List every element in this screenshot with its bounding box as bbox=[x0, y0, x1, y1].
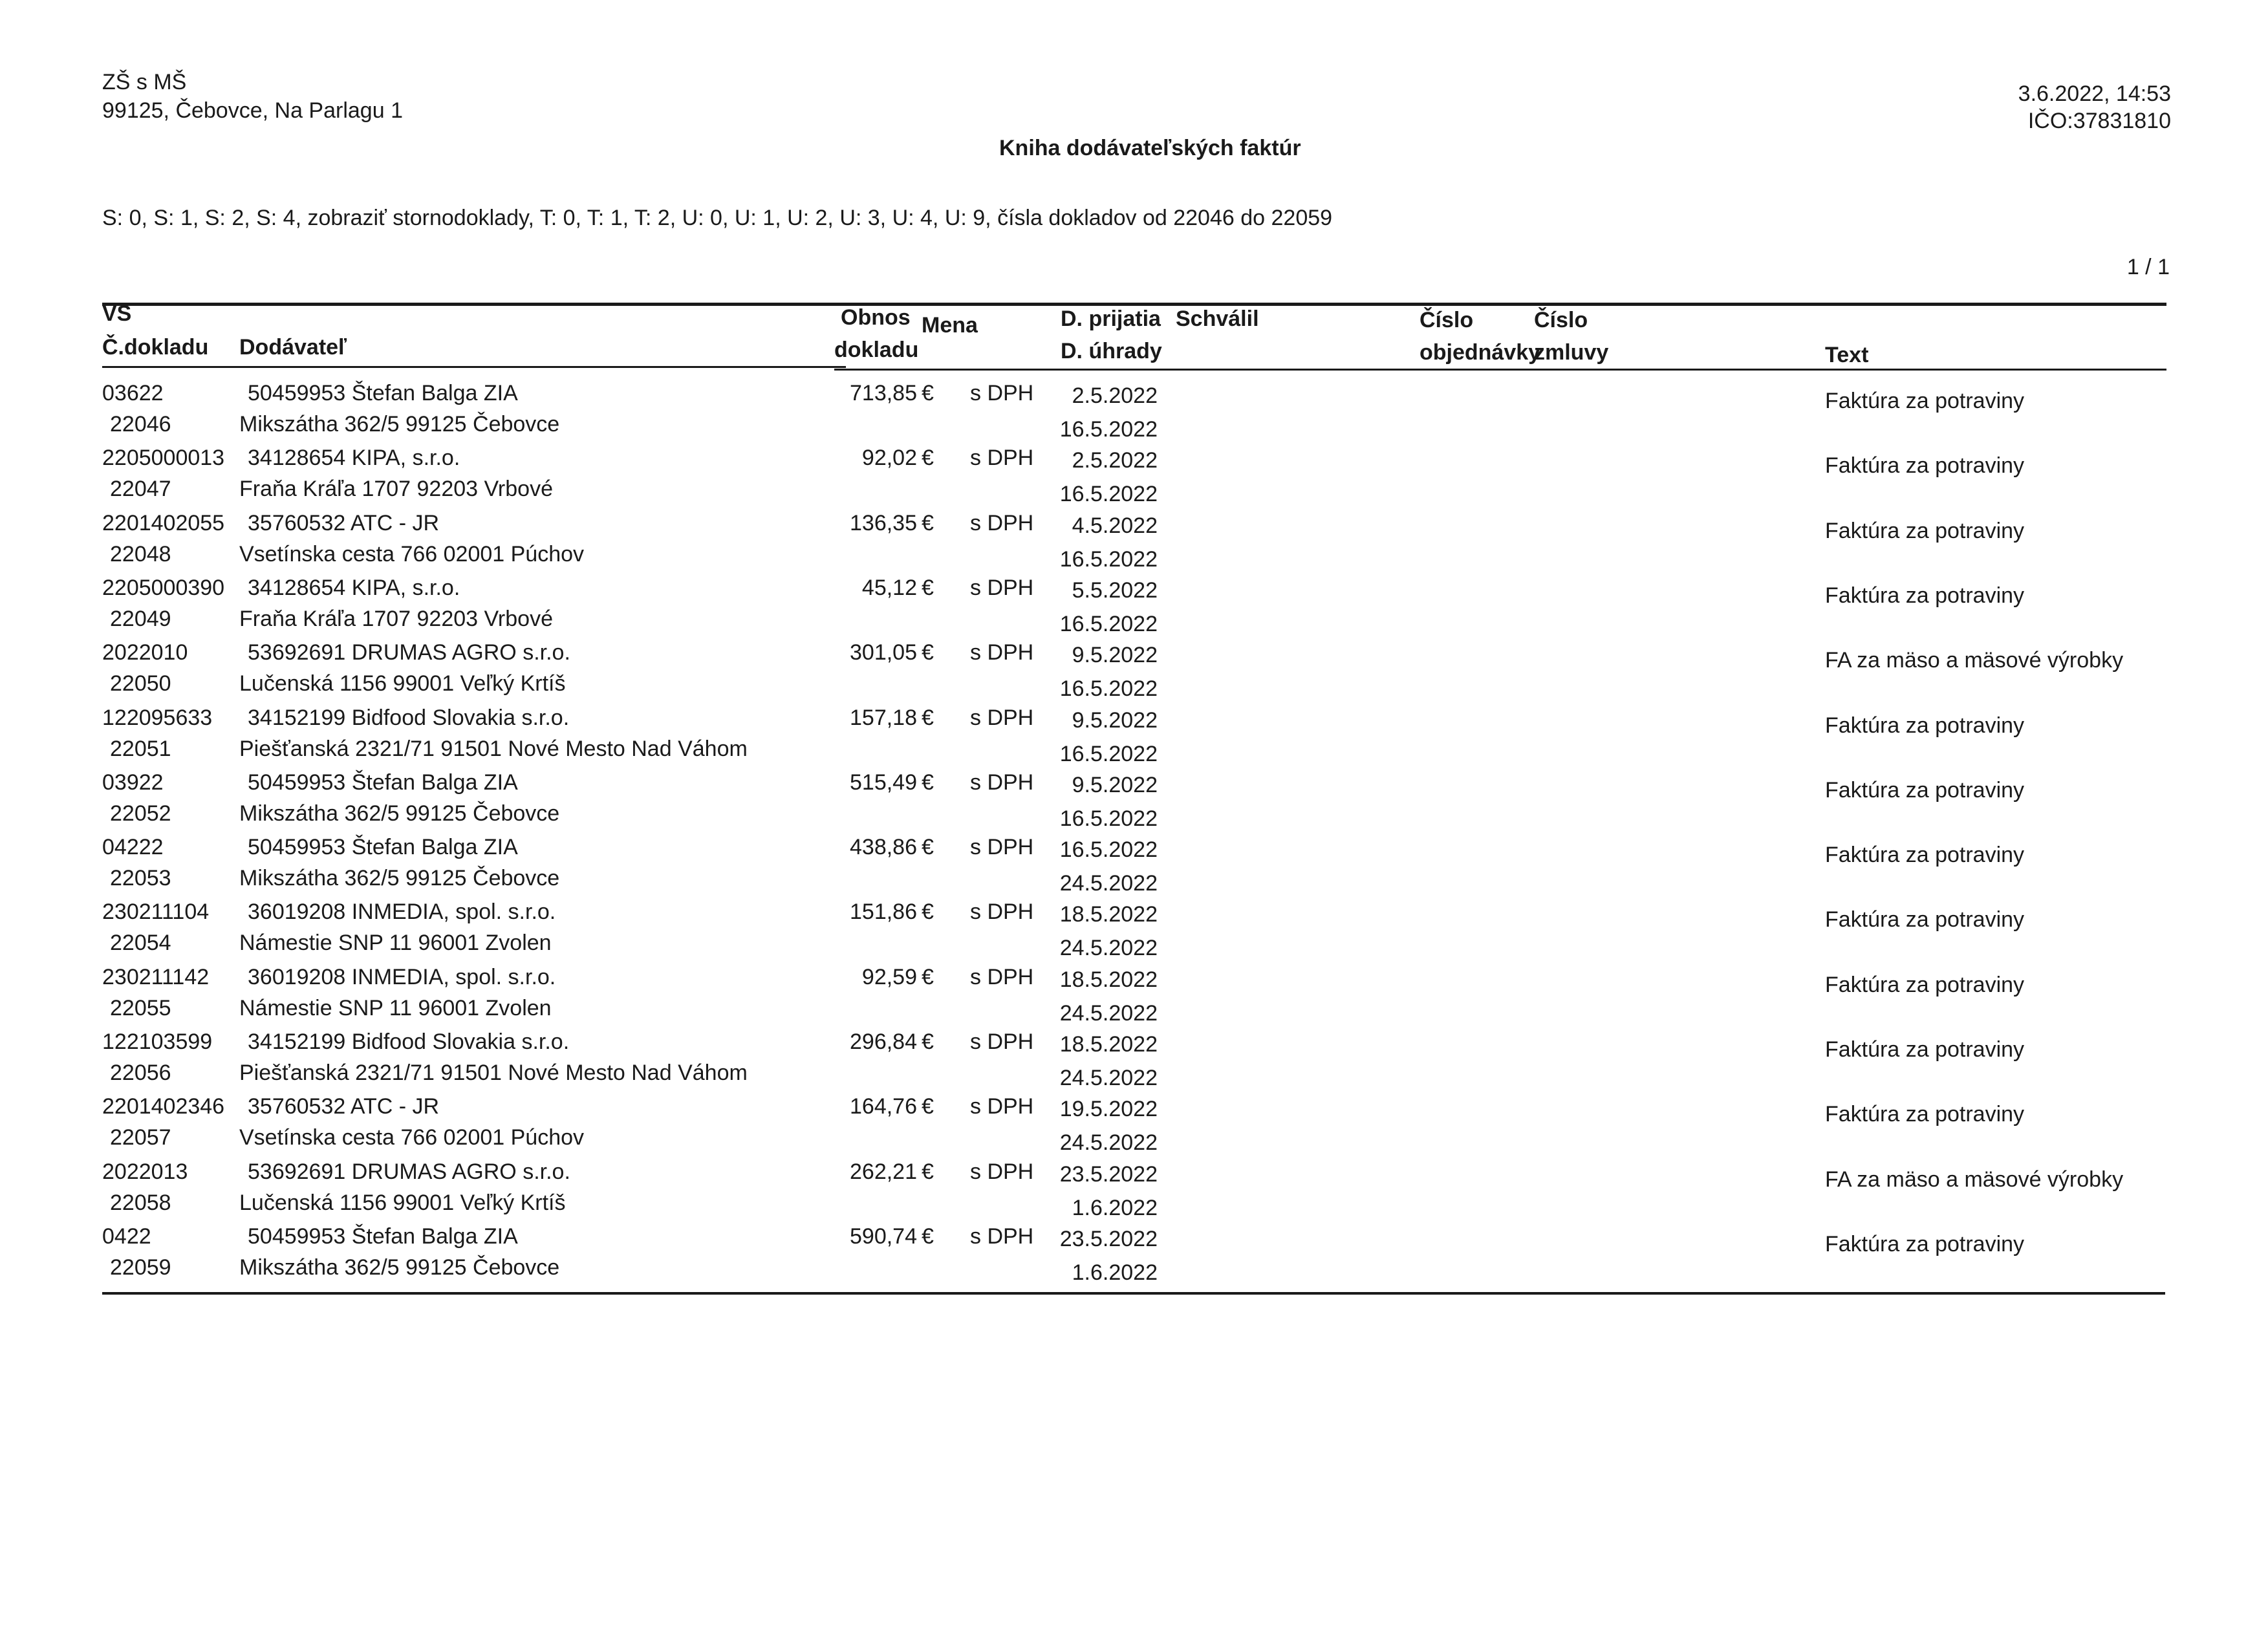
row-vs: 2201402346 bbox=[102, 1094, 225, 1119]
row-document-number: 22058 bbox=[110, 1190, 171, 1215]
row-amount: 92,02 bbox=[861, 446, 917, 471]
row-amount: 296,84 bbox=[850, 1029, 917, 1054]
row-amount: 438,86 bbox=[850, 835, 917, 860]
col-mena: Mena bbox=[922, 313, 978, 338]
row-vat: s DPH bbox=[970, 900, 1034, 925]
col-schvalil: Schválil bbox=[1176, 307, 1259, 331]
row-vs: 2205000390 bbox=[102, 575, 225, 600]
row-date-received: 5.5.2022 bbox=[1072, 577, 1158, 603]
row-currency: € bbox=[922, 964, 934, 989]
row-supplier: 34128654 KIPA, s.r.o. bbox=[248, 446, 460, 471]
row-vat: s DPH bbox=[970, 575, 1034, 600]
row-supplier: 50459953 Štefan Balga ZIA bbox=[248, 1223, 518, 1249]
row-vs: 230211142 bbox=[102, 964, 210, 989]
row-currency: € bbox=[922, 1159, 934, 1184]
table-top-rule bbox=[102, 303, 2166, 306]
row-document-number: 22050 bbox=[110, 671, 171, 696]
row-amount: 262,21 bbox=[850, 1159, 917, 1184]
row-amount: 164,76 bbox=[850, 1094, 917, 1119]
col-cislo-objednavky-line2: objednávky bbox=[1420, 340, 1541, 365]
table-row bbox=[0, 1094, 2268, 1158]
row-vs: 2205000013 bbox=[102, 446, 225, 471]
table-row bbox=[0, 964, 2268, 1029]
table-row bbox=[0, 445, 2268, 510]
row-supplier: 34128654 KIPA, s.r.o. bbox=[248, 575, 460, 600]
row-supplier: 36019208 INMEDIA, spol. s.r.o. bbox=[248, 964, 556, 989]
row-text: Faktúra za potraviny bbox=[1825, 389, 2025, 413]
row-date-received: 23.5.2022 bbox=[1059, 1161, 1158, 1187]
row-text: Faktúra za potraviny bbox=[1825, 972, 2025, 997]
table-row bbox=[0, 1223, 2268, 1288]
organization-address: 99125, Čebovce, Na Parlagu 1 bbox=[102, 98, 403, 123]
row-currency: € bbox=[922, 835, 934, 860]
row-date-received: 9.5.2022 bbox=[1072, 707, 1158, 733]
row-date-due: 16.5.2022 bbox=[1059, 546, 1158, 572]
row-supplier-address: Lučenská 1156 99001 Veľký Krtíš bbox=[239, 1190, 566, 1215]
row-date-received: 2.5.2022 bbox=[1072, 448, 1158, 473]
row-supplier: 36019208 INMEDIA, spol. s.r.o. bbox=[248, 900, 556, 925]
row-date-received: 9.5.2022 bbox=[1072, 643, 1158, 668]
row-amount: 713,85 bbox=[850, 381, 917, 405]
row-currency: € bbox=[922, 900, 934, 925]
row-supplier-address: Mikszátha 362/5 99125 Čebovce bbox=[239, 801, 560, 826]
row-supplier: 53692691 DRUMAS AGRO s.r.o. bbox=[248, 1159, 570, 1184]
row-vs: 04222 bbox=[102, 835, 164, 860]
col-vs: VS bbox=[102, 301, 132, 326]
row-supplier-address: Vsetínska cesta 766 02001 Púchov bbox=[239, 1125, 585, 1150]
row-supplier: 50459953 Štefan Balga ZIA bbox=[248, 381, 518, 405]
row-date-due: 24.5.2022 bbox=[1059, 936, 1158, 961]
row-vs: 122103599 bbox=[102, 1029, 213, 1054]
row-supplier-address: Mikszátha 362/5 99125 Čebovce bbox=[239, 1255, 560, 1280]
row-vs: 03922 bbox=[102, 770, 164, 795]
row-document-number: 22056 bbox=[110, 1061, 171, 1085]
header-bottom-rule-right bbox=[834, 369, 2166, 371]
row-supplier-address: Piešťanská 2321/71 91501 Nové Mesto Nad Váhom bbox=[239, 736, 748, 761]
row-date-due: 24.5.2022 bbox=[1059, 871, 1158, 896]
row-document-number: 22052 bbox=[110, 801, 171, 826]
row-amount: 157,18 bbox=[850, 705, 917, 730]
col-d-prijatia: D. prijatia bbox=[1061, 307, 1161, 331]
row-currency: € bbox=[922, 1223, 934, 1249]
row-text: FA za mäso a mäsové výrobky bbox=[1825, 648, 2124, 673]
row-date-due: 16.5.2022 bbox=[1059, 611, 1158, 636]
row-vs: 0422 bbox=[102, 1223, 151, 1249]
row-currency: € bbox=[922, 381, 934, 405]
row-date-received: 2.5.2022 bbox=[1072, 383, 1158, 408]
row-supplier-address: Námestie SNP 11 96001 Zvolen bbox=[239, 931, 552, 956]
table-row bbox=[0, 705, 2268, 770]
row-vs: 2022013 bbox=[102, 1159, 188, 1184]
header-bottom-rule-left bbox=[102, 366, 846, 368]
row-vs: 03622 bbox=[102, 381, 164, 405]
table-row bbox=[0, 1159, 2268, 1223]
row-vat: s DPH bbox=[970, 1094, 1034, 1119]
row-vat: s DPH bbox=[970, 381, 1034, 405]
row-text: Faktúra za potraviny bbox=[1825, 1037, 2025, 1062]
row-supplier-address: Mikszátha 362/5 99125 Čebovce bbox=[239, 866, 560, 891]
row-vs: 230211104 bbox=[102, 900, 210, 925]
row-date-due: 16.5.2022 bbox=[1059, 741, 1158, 766]
row-currency: € bbox=[922, 1094, 934, 1119]
row-amount: 515,49 bbox=[850, 770, 917, 795]
row-supplier-address: Fraňa Kráľa 1707 92203 Vrbové bbox=[239, 477, 553, 502]
row-vs: 2201402055 bbox=[102, 510, 225, 535]
row-document-number: 22057 bbox=[110, 1125, 171, 1150]
row-date-received: 18.5.2022 bbox=[1059, 967, 1158, 992]
row-text: Faktúra za potraviny bbox=[1825, 1102, 2025, 1127]
row-text: Faktúra za potraviny bbox=[1825, 453, 2025, 479]
row-supplier-address: Námestie SNP 11 96001 Zvolen bbox=[239, 995, 552, 1020]
row-supplier: 53692691 DRUMAS AGRO s.r.o. bbox=[248, 640, 570, 665]
row-date-due: 24.5.2022 bbox=[1059, 1130, 1158, 1156]
row-supplier-address: Fraňa Kráľa 1707 92203 Vrbové bbox=[239, 606, 553, 631]
row-amount: 92,59 bbox=[861, 964, 917, 989]
table-row bbox=[0, 834, 2268, 899]
row-document-number: 22051 bbox=[110, 736, 171, 761]
row-text: Faktúra za potraviny bbox=[1825, 843, 2025, 868]
row-vat: s DPH bbox=[970, 510, 1034, 535]
row-document-number: 22049 bbox=[110, 606, 171, 631]
row-date-due: 16.5.2022 bbox=[1059, 806, 1158, 831]
row-document-number: 22059 bbox=[110, 1255, 171, 1280]
table-row bbox=[0, 899, 2268, 964]
row-date-due: 16.5.2022 bbox=[1059, 417, 1158, 442]
table-row bbox=[0, 770, 2268, 834]
row-currency: € bbox=[922, 640, 934, 665]
row-text: Faktúra za potraviny bbox=[1825, 583, 2025, 608]
col-obnos-line2: dokladu bbox=[834, 338, 919, 362]
row-vs: 2022010 bbox=[102, 640, 188, 665]
row-supplier: 50459953 Štefan Balga ZIA bbox=[248, 835, 518, 860]
row-currency: € bbox=[922, 575, 934, 600]
table-row bbox=[0, 575, 2268, 640]
row-date-due: 24.5.2022 bbox=[1059, 1000, 1158, 1026]
row-vs: 122095633 bbox=[102, 705, 213, 730]
page-title: Kniha dodávateľských faktúr bbox=[999, 136, 1301, 160]
table-row bbox=[0, 1029, 2268, 1094]
row-date-received: 16.5.2022 bbox=[1059, 837, 1158, 863]
row-supplier: 35760532 ATC - JR bbox=[248, 510, 440, 535]
row-supplier: 35760532 ATC - JR bbox=[248, 1094, 440, 1119]
col-obnos-line1: Obnos bbox=[841, 305, 911, 330]
col-d-uhrady: D. úhrady bbox=[1061, 339, 1162, 363]
col-text: Text bbox=[1825, 343, 1869, 367]
row-supplier-address: Lučenská 1156 99001 Veľký Krtíš bbox=[239, 671, 566, 696]
row-text: Faktúra za potraviny bbox=[1825, 777, 2025, 803]
row-amount: 151,86 bbox=[850, 900, 917, 925]
row-text: Faktúra za potraviny bbox=[1825, 518, 2025, 543]
row-document-number: 22054 bbox=[110, 931, 171, 956]
ico-number: IČO:37831810 bbox=[2027, 109, 2171, 133]
row-document-number: 22047 bbox=[110, 477, 171, 502]
table-row bbox=[0, 380, 2268, 445]
row-vat: s DPH bbox=[970, 835, 1034, 860]
col-cislo-zmluvy-line2: zmluvy bbox=[1534, 340, 1609, 365]
row-supplier: 34152199 Bidfood Slovakia s.r.o. bbox=[248, 705, 570, 730]
row-vat: s DPH bbox=[970, 1223, 1034, 1249]
row-vat: s DPH bbox=[970, 1159, 1034, 1184]
row-vat: s DPH bbox=[970, 640, 1034, 665]
row-date-due: 24.5.2022 bbox=[1059, 1066, 1158, 1090]
filter-criteria: S: 0, S: 1, S: 2, S: 4, zobraziť stornodoklady, T: 0, T: 1, T: 2, U: 0, U: 1, U: 2, U: 3, U: 4, U: 9, čísla dokladov od 22046 do 22059 bbox=[102, 206, 1333, 230]
row-document-number: 22046 bbox=[110, 412, 171, 436]
page-number: 1 / 1 bbox=[2126, 255, 2170, 279]
row-amount: 590,74 bbox=[850, 1223, 917, 1249]
row-supplier-address: Piešťanská 2321/71 91501 Nové Mesto Nad Váhom bbox=[239, 1061, 748, 1085]
row-text: Faktúra za potraviny bbox=[1825, 1231, 2025, 1256]
col-cislo-objednavky-line1: Číslo bbox=[1420, 308, 1474, 332]
row-vat: s DPH bbox=[970, 446, 1034, 471]
row-date-received: 9.5.2022 bbox=[1072, 772, 1158, 797]
row-date-due: 16.5.2022 bbox=[1059, 482, 1158, 507]
col-cislo-dokladu: Č.dokladu bbox=[102, 335, 209, 360]
row-document-number: 22048 bbox=[110, 541, 171, 566]
table-row bbox=[0, 640, 2268, 704]
row-currency: € bbox=[922, 1029, 934, 1054]
row-amount: 45,12 bbox=[861, 575, 917, 600]
row-supplier: 34152199 Bidfood Slovakia s.r.o. bbox=[248, 1029, 570, 1054]
table-row bbox=[0, 510, 2268, 575]
row-document-number: 22053 bbox=[110, 866, 171, 891]
row-supplier: 50459953 Štefan Balga ZIA bbox=[248, 770, 518, 795]
row-vat: s DPH bbox=[970, 1029, 1034, 1054]
row-text: FA za mäso a mäsové výrobky bbox=[1825, 1167, 2124, 1192]
col-cislo-zmluvy-line1: Číslo bbox=[1534, 308, 1588, 332]
row-date-due: 1.6.2022 bbox=[1072, 1260, 1158, 1285]
row-document-number: 22055 bbox=[110, 995, 171, 1020]
row-amount: 136,35 bbox=[850, 510, 917, 535]
organization-name: ZŠ s MŠ bbox=[102, 70, 187, 94]
row-text: Faktúra za potraviny bbox=[1825, 713, 2025, 738]
row-date-received: 4.5.2022 bbox=[1072, 513, 1158, 538]
row-date-received: 18.5.2022 bbox=[1059, 1032, 1158, 1057]
row-amount: 301,05 bbox=[850, 640, 917, 665]
row-currency: € bbox=[922, 446, 934, 471]
row-currency: € bbox=[922, 705, 934, 730]
row-date-received: 18.5.2022 bbox=[1059, 902, 1158, 927]
row-vat: s DPH bbox=[970, 964, 1034, 989]
row-currency: € bbox=[922, 510, 934, 535]
row-date-received: 19.5.2022 bbox=[1059, 1097, 1158, 1122]
row-vat: s DPH bbox=[970, 770, 1034, 795]
row-currency: € bbox=[922, 770, 934, 795]
print-datetime: 3.6.2022, 14:53 bbox=[2018, 81, 2171, 106]
row-supplier-address: Mikszátha 362/5 99125 Čebovce bbox=[239, 412, 560, 436]
table-bottom-rule bbox=[102, 1292, 2165, 1295]
row-vat: s DPH bbox=[970, 705, 1034, 730]
row-date-received: 23.5.2022 bbox=[1059, 1226, 1158, 1251]
row-supplier-address: Vsetínska cesta 766 02001 Púchov bbox=[239, 541, 585, 566]
col-dodavatel: Dodávateľ bbox=[239, 335, 347, 360]
row-date-due: 16.5.2022 bbox=[1059, 676, 1158, 702]
row-date-due: 1.6.2022 bbox=[1072, 1195, 1158, 1220]
row-text: Faktúra za potraviny bbox=[1825, 907, 2025, 932]
